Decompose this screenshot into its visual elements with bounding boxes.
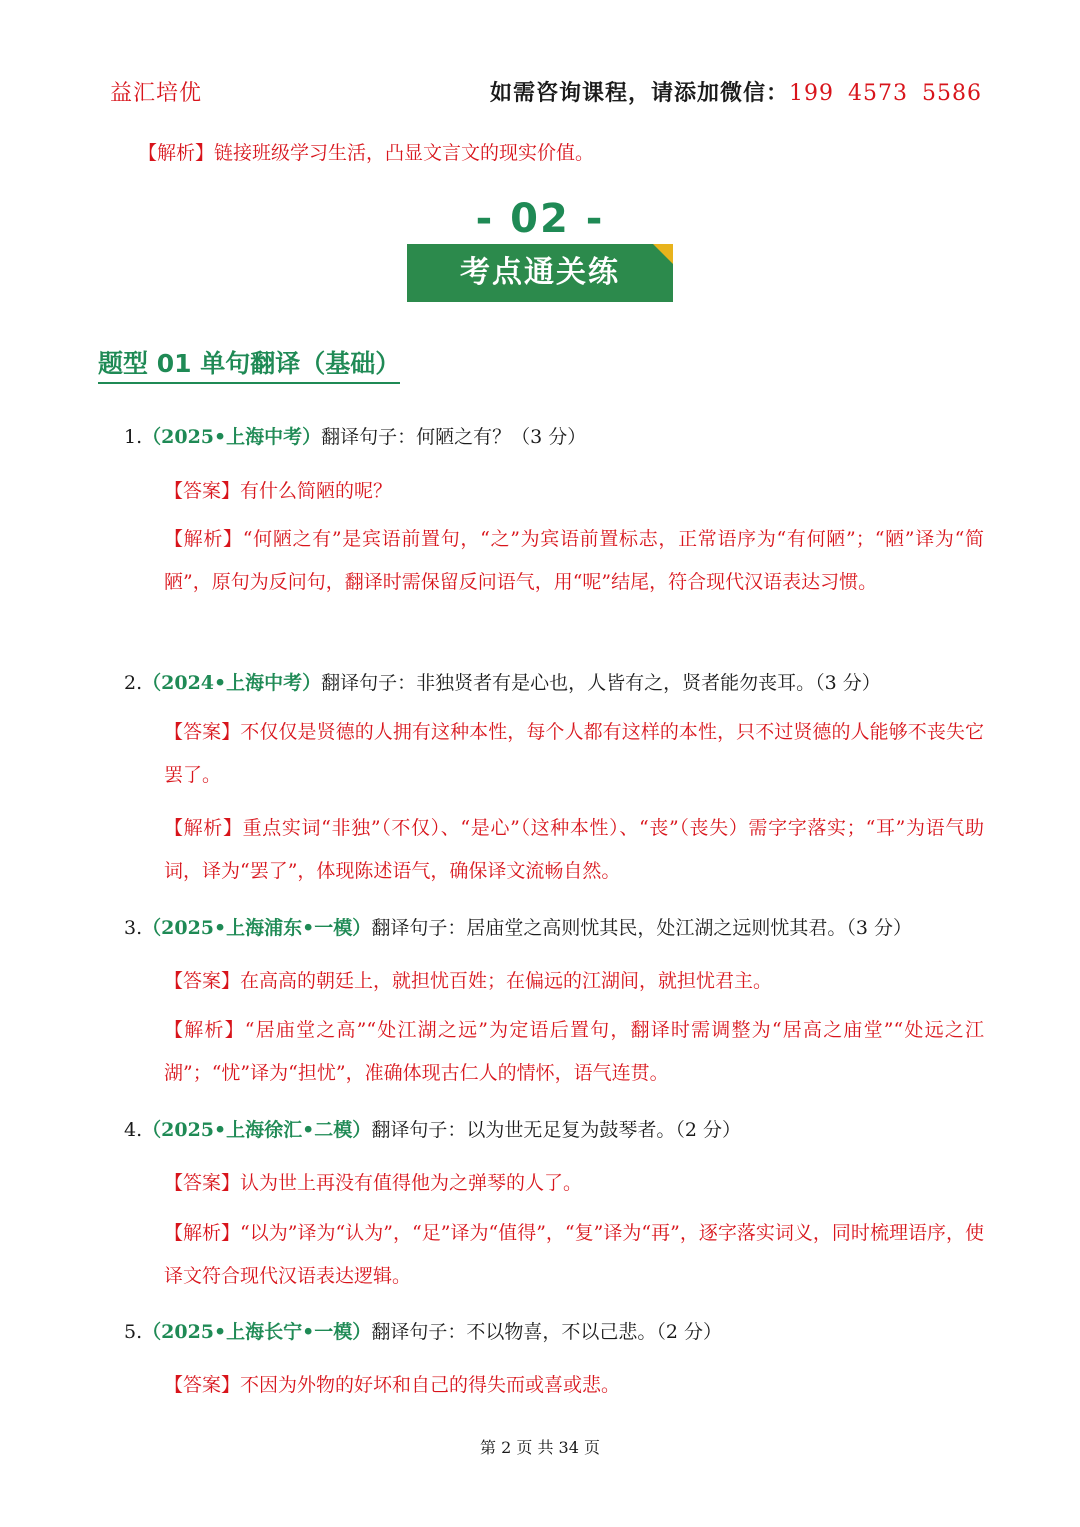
- answer-2: [164, 711, 984, 797]
- answer-text: 不因为外物的好坏和自己的得失而或喜或悲。: [240, 1374, 621, 1396]
- question-source: （2025•上海徐汇•二模）: [142, 1119, 372, 1141]
- question-prompt: 翻译句子：居庙堂之高则忧其民，处江湖之远则忧其君。（3 分）: [371, 917, 912, 939]
- analysis-text: “以为”译为“认为”，“足”译为“值得”，“复”译为“再”，逐字落实词义，同时梳理语序，使译文符合现代汉语表达逻辑。: [164, 1222, 984, 1287]
- question-2: [124, 668, 881, 695]
- analysis-2: [164, 807, 984, 893]
- intro-analysis: [138, 138, 594, 165]
- analysis-3: [164, 1009, 984, 1095]
- contact-info: [490, 76, 982, 107]
- phone-number: 199 4573 5586: [789, 81, 982, 106]
- answer-5: [164, 1370, 620, 1397]
- question-4: [124, 1115, 741, 1142]
- question-number: 4.: [124, 1119, 143, 1141]
- answer-text: 认为世上再没有值得他为之弹琴的人了。: [240, 1172, 583, 1194]
- answer-tag: 【答案】: [164, 721, 241, 743]
- banner-label: 考点通关练: [460, 255, 620, 290]
- brand-name: 益汇培优: [110, 81, 203, 106]
- banner-number: - 02 -: [475, 196, 605, 242]
- question-source: （2024•上海中考）: [142, 672, 322, 694]
- answer-3: [164, 966, 772, 993]
- question-number: 5.: [124, 1321, 143, 1343]
- answer-tag: 【答案】: [164, 1172, 241, 1194]
- answer-4: [164, 1168, 582, 1195]
- answer-text: 有什么简陋的呢？: [240, 480, 393, 502]
- page-number: 第 2 页 共 34 页: [480, 1438, 600, 1457]
- question-3: [124, 913, 912, 940]
- question-prompt: 翻译句子：不以物喜，不以己悲。（2 分）: [371, 1321, 722, 1343]
- question-number: 2.: [124, 672, 143, 694]
- analysis-tag: 【解析】: [164, 1222, 241, 1244]
- answer-text: 不仅仅是贤德的人拥有这种本性，每个人都有这样的本性，只不过贤德的人能够不丧失它罢了。: [164, 721, 984, 786]
- answer-1: [164, 476, 392, 503]
- intro-text: 链接班级学习生活，凸显文言文的现实价值。: [214, 142, 595, 164]
- question-5: [124, 1317, 722, 1344]
- question-1: [124, 422, 586, 449]
- analysis-text: 重点实词“非独”（不仅）、“是心”（这种本性）、“丧”（丧失）需字字落实；“耳”为语气助词，译为“罢了”，体现陈述语气，确保译文流畅自然。: [164, 817, 984, 882]
- analysis-tag: 【解析】: [164, 528, 243, 550]
- analysis-1: [164, 518, 984, 604]
- contact-label: 如需咨询课程，请添加微信：: [489, 80, 789, 106]
- question-number: 3.: [124, 917, 143, 939]
- analysis-tag: 【解析】: [164, 817, 243, 839]
- question-source: （2025•上海长宁•一模）: [142, 1321, 372, 1343]
- banner-label-box: [407, 244, 673, 302]
- intro-tag: 【解析】: [138, 142, 215, 164]
- question-source: （2025•上海浦东•一模）: [142, 917, 372, 939]
- analysis-text: “居庙堂之高”“处江湖之远”为定语后置句，翻译时需调整为“居高之庙堂”“处远之江湖”；“忧”译为“担忧”，准确体现古仁人的情怀，语气连贯。: [164, 1019, 984, 1084]
- analysis-tag: 【解析】: [164, 1019, 245, 1041]
- answer-tag: 【答案】: [164, 1374, 241, 1396]
- answer-text: 在高高的朝廷上，就担忧百姓；在偏远的江湖间，就担忧君主。: [240, 970, 773, 992]
- question-source: （2025•上海中考）: [142, 426, 322, 448]
- question-prompt: 翻译句子：非独贤者有是心也，人皆有之，贤者能勿丧耳。（3 分）: [321, 672, 881, 694]
- section-title: 题型 01 单句翻译（基础）: [98, 344, 400, 384]
- question-number: 1.: [124, 426, 143, 448]
- question-prompt: 翻译句子：何陋之有？（3 分）: [321, 426, 587, 448]
- analysis-4: [164, 1212, 984, 1298]
- answer-tag: 【答案】: [164, 480, 241, 502]
- question-prompt: 翻译句子：以为世无足复为鼓琴者。（2 分）: [371, 1119, 741, 1141]
- answer-tag: 【答案】: [164, 970, 241, 992]
- analysis-text: “何陋之有”是宾语前置句，“之”为宾语前置标志，正常语序为“有何陋”；“陋”译为“简陋”，原句为反问句，翻译时需保留反问语气，用“呢”结尾，符合现代汉语表达习惯。: [164, 528, 984, 593]
